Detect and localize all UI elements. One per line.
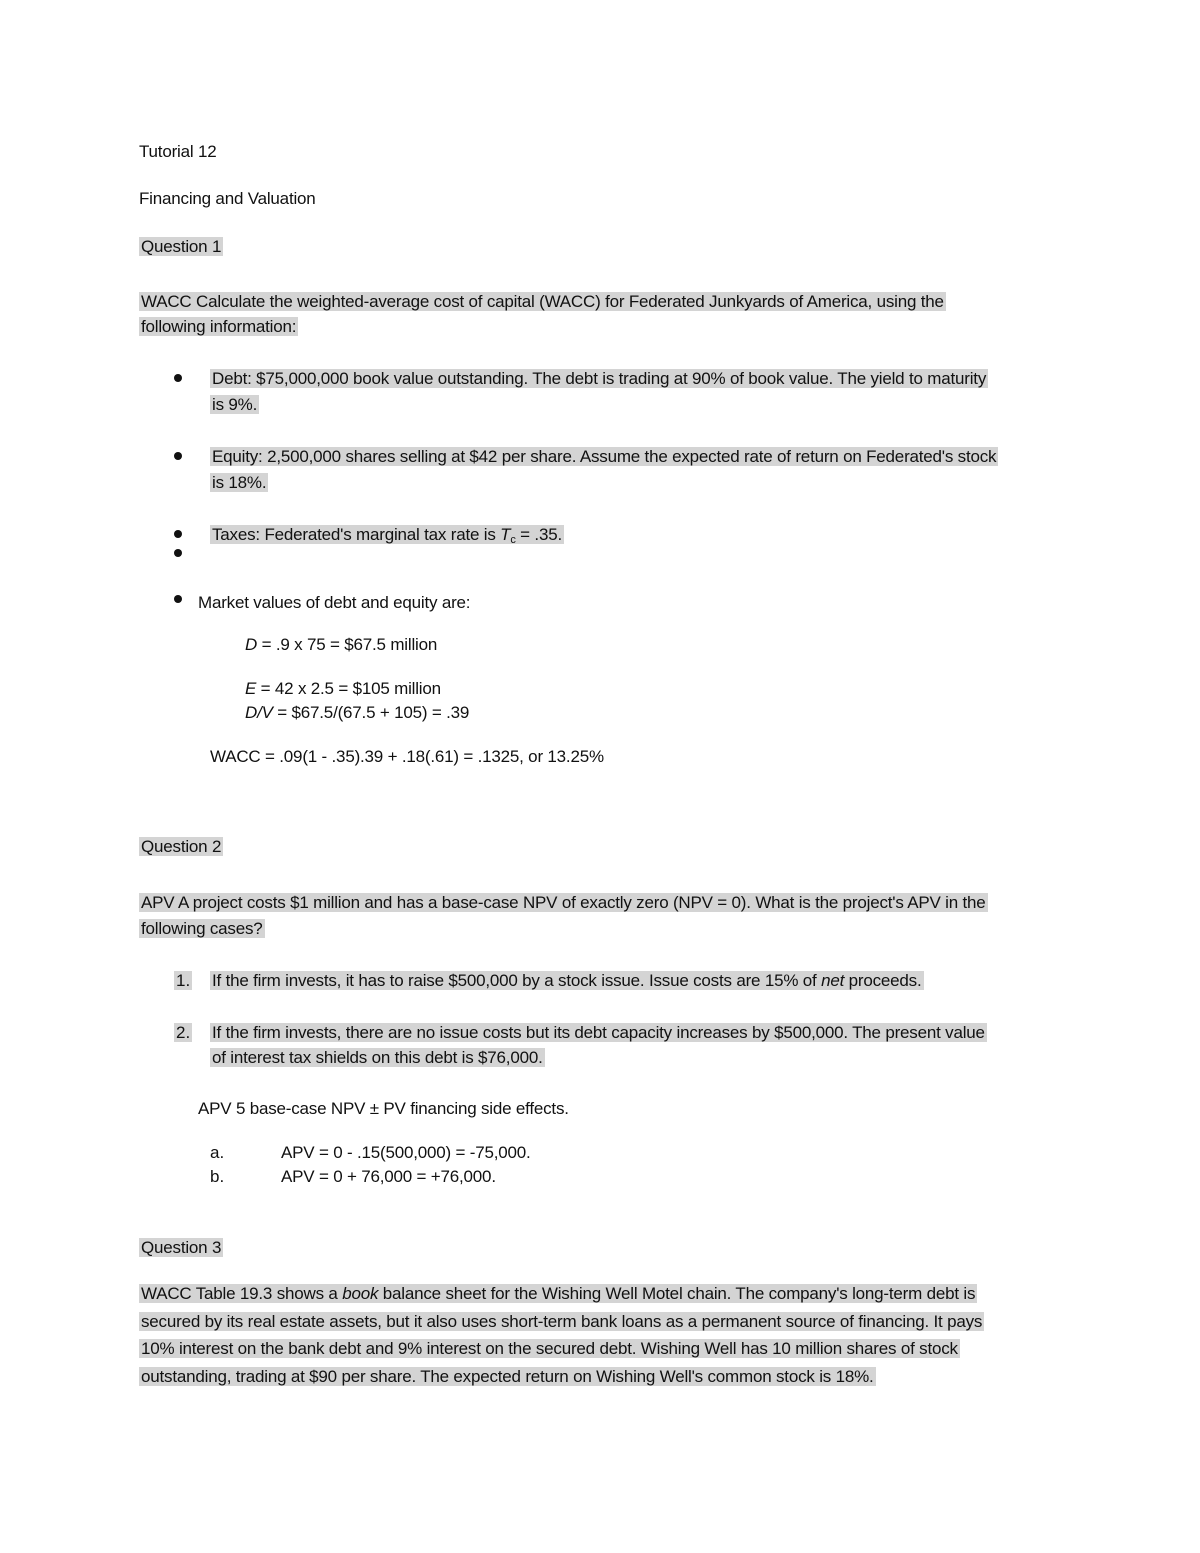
q2-intro-line-2: following cases? [141, 919, 263, 938]
doc-subtitle: Financing and Valuation [139, 189, 316, 208]
q1-intro-line-2: following information: [141, 317, 297, 336]
q2-item-2-line-1: If the firm invests, there are no issue costs but its debt capacity increases by $500,000. The present value [212, 1023, 985, 1042]
q1-heading: Question 1 [141, 237, 222, 256]
q1-market-values-label: Market values of debt and equity are: [198, 593, 471, 612]
q3-heading: Question 3 [141, 1238, 222, 1257]
q1-debt-calc: D = .9 x 75 = $67.5 million [245, 635, 438, 654]
bullet-icon [174, 530, 182, 538]
q1-debt-line-2: is 9%. [212, 395, 258, 414]
bullet-icon [174, 452, 182, 460]
q2-apv-formula: APV 5 base-case NPV ± PV financing side effects. [198, 1099, 569, 1118]
q3-line-2: secured by its real estate assets, but it also uses short-term bank loans as a permanent source of financing. It pays [141, 1312, 983, 1331]
doc-title: Tutorial 12 [139, 142, 217, 161]
q2-intro-line-1: APV A project costs $1 million and has a base-case NPV of exactly zero (NPV = 0). What is the project's APV in the [141, 893, 986, 912]
q1-equity-line-1: Equity: 2,500,000 shares selling at $42 per share. Assume the expected rate of return on Federated's stock [212, 447, 997, 466]
q2-item-2-line-2: of interest tax shields on this debt is $76,000. [212, 1048, 543, 1067]
bullet-icon [174, 549, 182, 557]
q3-line-3: 10% interest on the bank debt and 9% interest on the secured debt. Wishing Well has 10 million shares of stock [141, 1339, 958, 1358]
q1-equity-calc: E = 42 x 2.5 = $105 million [245, 679, 441, 698]
q2-heading: Question 2 [141, 837, 222, 856]
q1-debt-line-1: Debt: $75,000,000 book value outstanding. The debt is trading at 90% of book value. The yield to maturity [212, 369, 987, 388]
q1-dv-calc: D/V = $67.5/(67.5 + 105) = .39 [245, 703, 470, 722]
q2-item-1: If the firm invests, it has to raise $500,000 by a stock issue. Issue costs are 15% of net proceeds. [212, 971, 922, 990]
bullet-icon [174, 595, 182, 603]
bullet-icon [174, 374, 182, 382]
q1-intro-line-1: WACC Calculate the weighted-average cost of capital (WACC) for Federated Junkyards of America, using the [141, 292, 944, 311]
q3-line-1: WACC Table 19.3 shows a book balance sheet for the Wishing Well Motel chain. The company's long-term debt is [141, 1284, 976, 1303]
q1-equity-line-2: is 18%. [212, 473, 267, 492]
q2-item-2-number: 2. [176, 1023, 191, 1042]
q3-line-4: outstanding, trading at $90 per share. The expected return on Wishing Well's common stock is 18%. [141, 1367, 874, 1386]
q1-taxes-line: Taxes: Federated's marginal tax rate is $T_c = .35$. [212, 525, 562, 546]
q2-answer-b-label: b. [210, 1167, 225, 1186]
q2-item-1-number: 1. [176, 971, 191, 990]
q1-wacc-answer: WACC = .09(1 - .35).39 + .18(.61) = .1325, or 13.25% [210, 747, 604, 766]
q2-answer-a: APV = 0 - .15(500,000) = -75,000. [281, 1143, 531, 1162]
q2-answer-a-label: a. [210, 1143, 225, 1162]
q2-answer-b: APV = 0 + 76,000 = +76,000. [281, 1167, 496, 1186]
